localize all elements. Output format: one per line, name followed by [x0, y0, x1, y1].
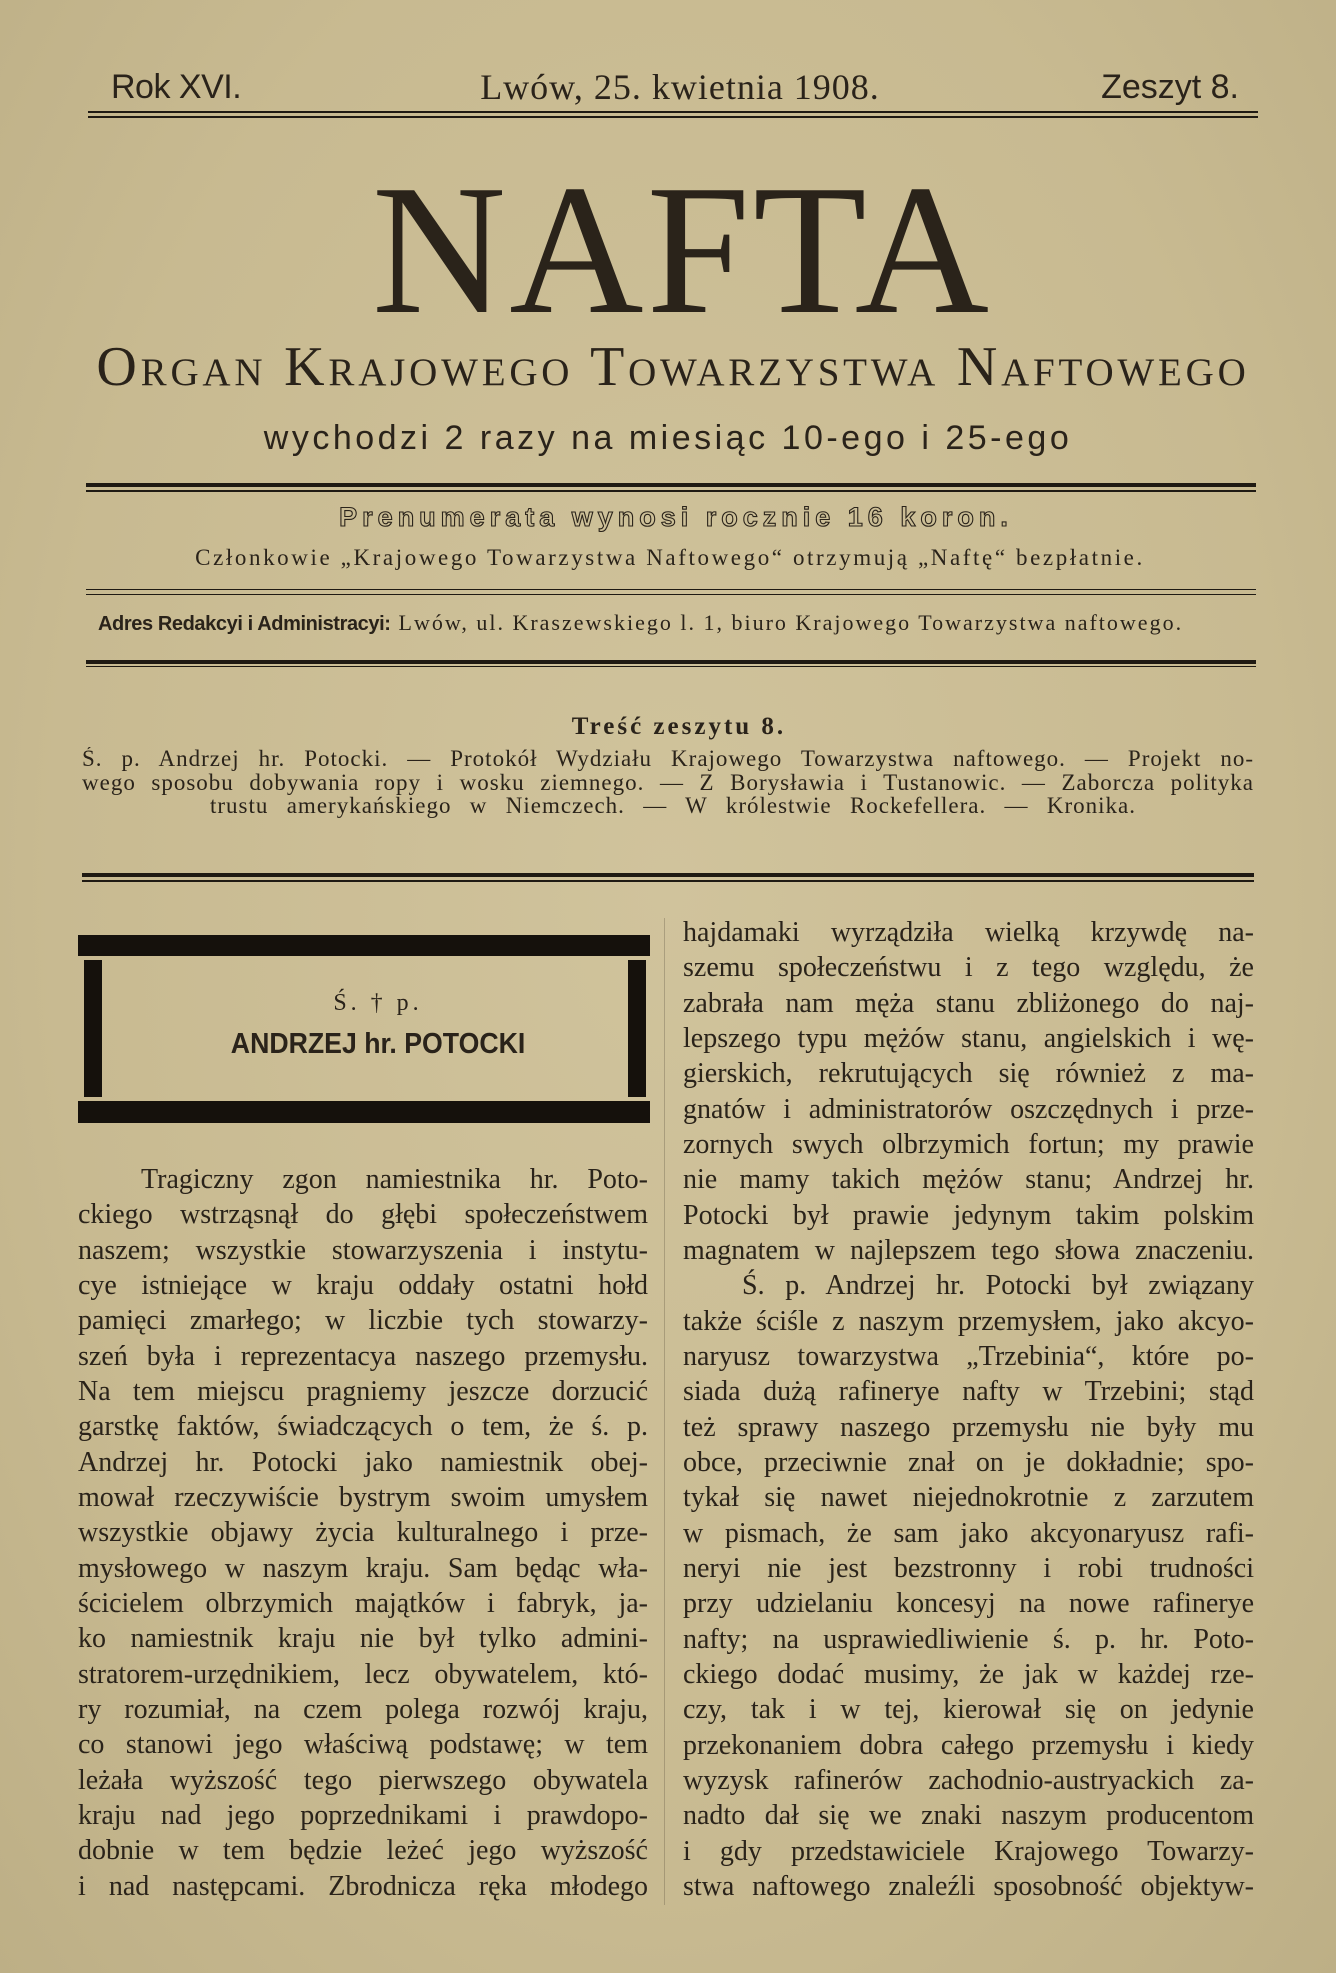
article-line: ckiego wstrząsnął do głębi społeczeństwem — [78, 1199, 648, 1231]
issue-date: Lwów, 25. kwietnia 1908. — [480, 67, 880, 107]
article-line: leżała wyższość tego pierwszego obywatela — [78, 1764, 648, 1796]
article-line: mował rzeczywiście bystrym swoim umysłem — [78, 1481, 648, 1513]
article-line: przy udzielaniu koncesyj na nowe rafinerye — [683, 1588, 1254, 1620]
article-line: i nad następcami. Zbrodnicza ręka młodego — [78, 1870, 648, 1902]
address-rule-thin — [86, 666, 1256, 667]
article-line: stwa naftowego znaleźli sposobność objektyw- — [683, 1870, 1254, 1902]
article-line: hajdamaki wyrządziła wielką krzywdę na- — [683, 917, 1254, 948]
contents-line: Ś. p. Andrzej hr. Potocki. — Protokół Wydziału Krajowego Towarzystwa naftowego. — Projekt no- — [82, 747, 1254, 771]
article-line: ckiego dodać musimy, że jak w każdej rze- — [683, 1658, 1254, 1690]
address-rule-thick — [86, 660, 1256, 664]
address-value: Lwów, ul. Kraszewskiego l. 1, biuro Krajowego Towarzystwa naftowego. — [398, 610, 1184, 635]
article-line: neryi nie jest bezstronny i robi trudności — [683, 1552, 1254, 1584]
article-line: Na tem miejscu pragniemy jeszcze dorzucić — [78, 1375, 648, 1407]
article-line: magnatem w najlepszem tego słowa znaczeniu. — [683, 1234, 1254, 1266]
article-line: nafty; na usprawiedliwienie ś. p. hr. Poto- — [683, 1623, 1254, 1655]
header-rule-top — [88, 111, 1258, 113]
masthead-rule-thin — [86, 490, 1256, 492]
volume-number: Rok XVI. — [111, 68, 242, 106]
article-line: lepszego typu mężów stanu, angielskich i wę- — [683, 1022, 1254, 1054]
article-line: także ściśle z naszym przemysłem, jako akcyo- — [683, 1305, 1254, 1337]
frame-bar-bottom — [78, 1101, 650, 1123]
obituary-name: ANDRZEJ hr. POTOCKI — [230, 1028, 526, 1060]
article-line: co stanowi jego właściwą podstawę; w tem — [78, 1729, 648, 1761]
article-line: Ś. p. Andrzej hr. Potocki był związany — [742, 1270, 1254, 1302]
article-line: czy, tak i w tej, kierował się on jedynie — [683, 1694, 1254, 1726]
subscription-rule-top — [86, 589, 1256, 590]
members-note: Członkowie „Krajowego Towarzystwa Naftowego“ otrzymują „Naftę“ bezpłatnie. — [195, 545, 1145, 570]
subscription-price: Prenumerata wynosi rocznie 16 koron. — [339, 502, 1013, 532]
article-line: Andrzej hr. Potocki jako namiestnik obej- — [78, 1446, 648, 1478]
address-label: Adres Redakcyi i Administracyi: — [98, 613, 391, 635]
article-line: ko namiestnik kraju nie był tylko admini- — [78, 1623, 648, 1655]
contents-heading: Treść zeszytu 8. — [571, 713, 787, 740]
article-line: nadto dał się we znaki naszym producentom — [683, 1800, 1254, 1832]
article-line: obce, przeciwnie znał on je dokładnie; spo- — [683, 1446, 1254, 1478]
article-line: naszem; wszystkie stowarzyszenia i instytu- — [78, 1234, 648, 1266]
article-line: ścicielem olbrzymich majątków i fabryk, ja- — [78, 1587, 648, 1619]
article-line: gnatów i administratorów oszczędnych i prze- — [683, 1093, 1254, 1125]
article-line: zabrała nam męża stanu zbliżonego do naj- — [683, 987, 1254, 1019]
obituary-frame — [78, 935, 650, 1123]
article-line: wyzysk rafinerów zachodnio-austryackich za- — [683, 1764, 1254, 1796]
article-line: i gdy przedstawiciele Krajowego Towarzy- — [683, 1835, 1254, 1867]
article-line: przekonaniem dobra całego przemysłu i kiedy — [683, 1729, 1254, 1761]
article-line: Tragiczny zgon namiestnika hr. Poto- — [141, 1164, 648, 1195]
article-line: zornych swych olbrzymich fortun; my prawie — [683, 1128, 1254, 1160]
article-left-column — [78, 1162, 648, 1904]
article-line: też sprawy naszego przemysłu nie były mu — [683, 1411, 1254, 1443]
contents-line: trustu amerykańskiego w Niemczech. — W królestwie Rockefellera. — Kronika. — [210, 794, 1136, 818]
article-line: tykał się nawet niejednokrotnie z zarzutem — [683, 1482, 1254, 1514]
article-line: szeń była i reprezentacya naszego przemysłu. — [78, 1340, 648, 1372]
contents-line: wego sposobu dobywania ropy i wosku ziemnego. — Z Borysławia i Tustanowic. — Zaborcza polityka — [82, 771, 1254, 795]
header-rule-bottom — [88, 116, 1258, 118]
issue-number: Zeszyt 8. — [1101, 68, 1239, 106]
article-line: szemu społeczeństwu i z tego względu, że — [683, 952, 1254, 984]
article-right-column — [683, 915, 1254, 1904]
article-line: nie mamy takich mężów stanu; Andrzej hr. — [683, 1164, 1254, 1196]
article-line: mysłowego w naszym kraju. Sam będąc wła- — [78, 1552, 648, 1584]
frame-bar-top — [78, 935, 650, 956]
article-line: dobnie w tem będzie leżeć jego wyższość — [78, 1835, 648, 1867]
contents-rule-thick — [82, 873, 1254, 877]
contents-rule-thin — [82, 880, 1254, 882]
article-line: naryusz towarzystwa „Trzebinia“, które po- — [683, 1340, 1254, 1372]
article-line: ry rozumiał, na czem polega rozwój kraju, — [78, 1693, 648, 1725]
masthead-title: NAFTA — [371, 147, 993, 353]
publication-frequency: wychodzi 2 razy na miesiąc 10-ego i 25-ego — [263, 419, 1073, 457]
column-divider — [664, 918, 665, 1905]
masthead-rule-thick — [86, 483, 1256, 487]
obituary-prefix: Ś. † p. — [333, 990, 423, 1016]
article-line: cye istniejące w kraju oddały ostatni hołd — [78, 1269, 648, 1301]
editorial-address — [98, 609, 1183, 640]
article-line: w pismach, że sam jako akcyonaryusz rafi- — [683, 1517, 1254, 1549]
masthead-subtitle: Organ Krajowego Towarzystwa Naftowego — [96, 336, 1250, 398]
article-line: gierskich, rekrutujących się również z ma- — [683, 1058, 1254, 1090]
obituary-name-wrap — [92, 1027, 664, 1061]
article-line: stratorem-urzędnikiem, lecz obywatelem, któ- — [78, 1658, 648, 1690]
article-line: pamięci zmarłego; w liczbie tych stowarzy- — [78, 1305, 648, 1337]
article-line: garstkę faktów, świadczących o tem, że ś. p. — [78, 1411, 648, 1443]
article-line: kraju nad jego poprzednikami i prawdopo- — [78, 1799, 648, 1831]
article-line: Potocki był prawie jedynym takim polskim — [683, 1199, 1254, 1231]
article-line: wszystkie objawy życia kulturalnego i prze- — [78, 1517, 648, 1549]
article-line: siada dużą rafinerye nafty w Trzebini; stąd — [683, 1376, 1254, 1408]
subscription-rule-bottom — [86, 594, 1256, 595]
